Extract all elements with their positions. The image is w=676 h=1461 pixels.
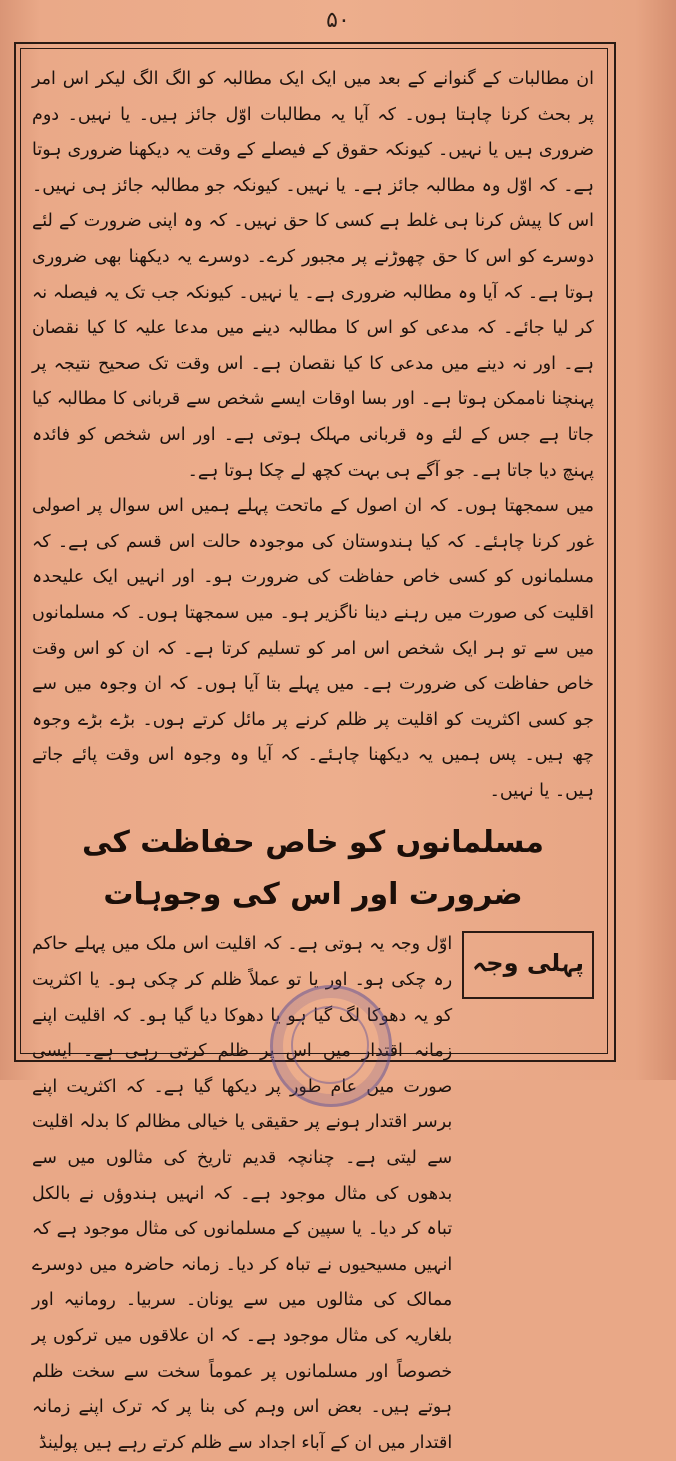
reason-label-box: پہلی وجہ	[462, 931, 594, 999]
paragraph-1: ان مطالبات کے گنوانے کے بعد میں ایک ایک مطالبہ کو الگ الگ لیکر اس امر پر بحث کرنا چاہتا ہوں۔ کہ آیا یہ مطالبات اوّل جائز ہیں۔ یا نہیں۔ دوم ضروری ہیں یا نہیں۔ کیونکہ حقوق کے فیصلے کے وقت یہ دیکھنا ضروری ہوتا ہے۔ کہ اوّل وہ مطالبہ جائز ہے۔ یا نہیں۔ کیونکہ جو مطالبہ جائز ہی نہیں۔ اس کا پیش کرنا ہی غلط ہے کسی کا حق نہیں۔ کہ وہ اپنی ضرورت کے لئے دوسرے کو اس کا حق چھوڑنے پر مجبور کرے۔ دوسرے یہ دیکھنا بھی ضروری ہوتا ہے۔ کہ آیا وہ مطالبہ ضروری ہے۔ یا نہیں۔ کیونکہ جب تک یہ فیصلہ نہ کر لیا جائے۔ کہ مدعی کو اس کا مطالبہ دینے میں مدعا علیہ کا کیا نقصان ہے۔ اور نہ دینے میں مدعی کا کیا نقصان ہے۔ اس وقت تک صحیح نتیجہ پر پہنچنا ناممکن ہوتا ہے۔ اور بسا اوقات ایسے شخص سے قربانی کا مطالبہ کیا جاتا ہے جس کے لئے وہ قربانی مہلک ہوتی ہے۔ اور اس شخص کو فائدہ پہنچ دیا جاتا ہے۔ جو آگے ہی بہت کچھ لے چکا ہوتا ہے۔	[32, 69, 594, 481]
page-body	[32, 62, 594, 1461]
page-number: ۵۰	[326, 8, 350, 33]
reason-paragraph: اوّل وجہ یہ ہوتی ہے۔ کہ اقلیت اس ملک میں پہلے حاکم رہ چکی ہو۔ اور یا تو عملاً ظلم کر چکی ہو۔ یا اکثریت کو یہ دھوکا لگ گیا ہو یا دھوکا دیا گیا ہو۔ کہ اقلیت اپنے زمانہ اقتدار میں اس پر ظلم کرتی رہی ہے۔ ایسی صورت میں عام طور پر دیکھا گیا ہے۔ کہ اکثریت اپنے برسر اقتدار ہونے پر حقیقی یا خیالی مظالم کا بدلہ اقلیت سے لیتی ہے۔ چنانچہ قدیم تاریخ کی مثالوں میں سے بدھوں کی مثال موجود ہے۔ کہ انہیں ہندوؤں نے بالکل تباہ کر دیا۔ یا سپین کے مسلمانوں کی مثال موجود ہے کہ انہیں مسیحیوں نے تباہ کر دیا۔ زمانہ حاضرہ میں دوسرے ممالک کی مثالوں میں سے یونان۔ سربیا۔ رومانیہ اور بلغاریہ کی مثال موجود ہے۔ کہ ان علاقوں میں ترکوں پر خصوصاً اور مسلمانوں پر عموماً سخت سے سخت ظلم ہوتے ہیں۔ بعض اس وہم کی بنا پر کہ ترک اپنے زمانہ اقتدار میں ان کے آباء اجداد سے ظلم کرتے رہے ہیں پولینڈ	[32, 934, 453, 1453]
library-stamp-inner-ring	[291, 1006, 369, 1084]
section-heading: مسلمانوں کو خاص حفاظت کی ضرورت اور اس کی وجوہات	[82, 825, 544, 913]
library-stamp-seal	[270, 985, 392, 1107]
paragraph-2: میں سمجھتا ہوں۔ کہ ان اصول کے ماتحت پہلے ہمیں اس سوال پر اصولی غور کرنا چاہئے۔ کہ کیا ہندوستان کی موجودہ حالت اس قسم کی ہے۔ کہ مسلمانوں کو کسی خاص حفاظت کی ضرورت ہو۔ اور انہیں ایک علیحدہ اقلیت کی صورت میں رہنے دینا ناگزیر ہو۔ میں سمجھتا ہوں۔ کہ مسلمانوں میں سے تو ہر ایک شخص اس امر کو تسلیم کرتا ہے۔ کہ ان کو اس وقت خاص حفاظت کی ضرورت ہے۔ میں پہلے بتا آیا ہوں۔ کہ ان وجوہ میں سے جو کسی اکثریت کو اقلیت پر ظلم کرنے پر مائل کرتے ہوں۔ بڑے بڑے وجوہ چھ ہیں۔ پس ہمیں یہ دیکھنا چاہئے۔ کہ آیا وہ وجوہ اس وقت پائے جاتے ہیں۔ یا نہیں۔	[32, 496, 594, 801]
